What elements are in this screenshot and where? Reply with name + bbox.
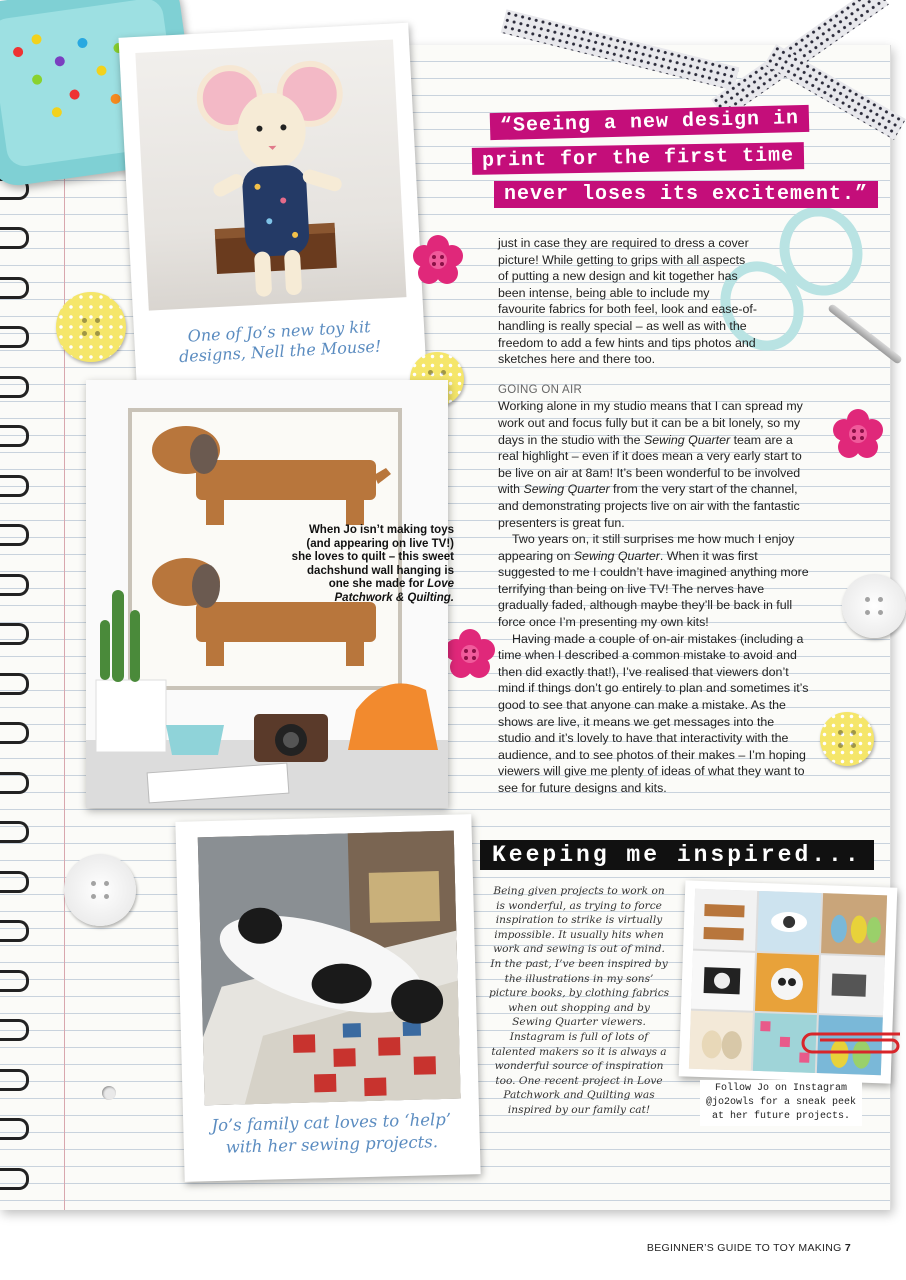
footer-title: BEGINNER’S GUIDE TO TOY MAKING [646, 1242, 842, 1254]
spiral-ring [0, 772, 29, 794]
dachshund-caption-line: dachshund wall hanging is [307, 564, 454, 577]
section-heading-going-on-air: GOING ON AIR [498, 383, 583, 396]
mouse-photo [135, 39, 406, 310]
dachshund-caption-line: When Jo isn’t making toys [308, 524, 454, 536]
white-button-decoration [842, 574, 906, 638]
spiral-ring [0, 920, 29, 942]
mouse-polaroid [119, 23, 428, 408]
article-paragraph-3: Having made a couple of on-air mistakes (including a time when I described a common mistake to avoid and then did exactly that!), I’ve realised that viewers don’t mind if things don’t go entirely to plan and sometimes it’s good to see that anyone can make a mistake. As the shows are live, it means we get messages into the studio and it’s lovely to have that interactivity with the audience, and to see photos of their makes – I’m hoping viewers will give me plenty of ideas of what they want to see for future designs and kits. [498, 631, 809, 795]
pink-flower-button-decoration [834, 410, 882, 458]
mouse-toy-illustration [135, 39, 406, 310]
spiral-ring [0, 1019, 29, 1041]
dachshund-caption-line: she loves to quilt – this sweet [291, 551, 454, 563]
spiral-ring [0, 1069, 29, 1091]
spiral-ring [0, 970, 29, 992]
pull-quote [480, 105, 880, 215]
cat-on-quilt-illustration [198, 831, 461, 1106]
instagram-caption [700, 1080, 862, 1126]
mouse-caption: One of Jo’s new toy kit designs, Nell the Mouse! [178, 317, 382, 367]
yellow-button-decoration [56, 292, 126, 362]
yellow-button-decoration [820, 712, 874, 766]
cat-polaroid [175, 814, 480, 1182]
article-intro: just in case they are required to dress a cover picture! While getting to grips with all aspects of putting a new design and kit together has been intense, being able to include my favourite fabrics for both feel, look and ease-of-handling is really special – as well as with the freedom to add a few hints and tips photos and sketches here and there too. [498, 236, 757, 367]
punch-hole [102, 1086, 116, 1100]
spiral-ring [0, 673, 29, 695]
keeping-inspired-text: Being given projects to work on is wonderful, as trying to force inspiration to strike is virtually impossible. It usually hits when work and sewing is out of mind. In the past, I’ve been inspired by the illustrations in my sons’ picture books, by clothing fabrics when out shopping and by Sewing Quarter viewers. Instagram is full of lots of talented makers so it is always a wonderful source of inspiration too. One recent project in Love Patchwork and Quilting was inspired by our family cat! [488, 885, 670, 1116]
article-paragraph-2: Two years on, it still surprises me how much I enjoy appearing on Sewing Quarter. When it was first suggested to me I couldn’t have imagined anything more terrifying than being on live TV! The nerves have gradually faded, although maybe they’ll be back in full force once I’m presenting my own kits! [498, 532, 809, 630]
pink-flower-button-decoration [414, 236, 462, 284]
instagram-caption-line: at her future projects. [712, 1111, 851, 1122]
spiral-ring [0, 524, 29, 546]
page-footer [647, 1242, 851, 1254]
paperclip-icon [800, 1026, 905, 1060]
article-body [498, 235, 810, 797]
cat-photo [198, 831, 461, 1106]
dachshund-caption-line: Patchwork & Quilting. [334, 591, 454, 604]
dachshund-quilt-photo [86, 380, 454, 808]
cat-caption: Jo’s family cat loves to ‘help’ with her sewing projects. [211, 1109, 452, 1157]
page-number: 7 [844, 1242, 851, 1254]
instagram-caption-line: Follow Jo on Instagram [715, 1083, 848, 1094]
spiral-ring [0, 425, 29, 447]
keeping-inspired-heading: Keeping me inspired... [480, 840, 874, 870]
spiral-ring [0, 574, 29, 596]
instagram-caption-line: @jo2owls for a sneak peek [706, 1097, 857, 1108]
spiral-ring [0, 1118, 29, 1140]
dachshund-caption [284, 524, 454, 605]
pull-quote-line-3: never loses its excitement.” [494, 181, 878, 208]
spiral-ring [0, 376, 29, 398]
spiral-ring [0, 1168, 29, 1190]
spiral-ring [0, 326, 29, 348]
spiral-ring [0, 277, 29, 299]
dachshund-caption-line: one she made for Love [328, 578, 454, 590]
spiral-ring [0, 722, 29, 744]
dachshund-caption-line: (and appearing on live TV!) [306, 537, 454, 550]
spiral-ring [0, 227, 29, 249]
pull-quote-line-2: print for the first time [472, 142, 804, 175]
article-paragraph-1: Working alone in my studio means that I can spread my work out and focus fully but it can be a bit lonely, so my days in the studio with the Sewing Quarter team are a real highlight – even if it does mean a very early start to be live on air at 8am! It’s been wonderful to be involved with Sewing Quarter from the very start of the channel, and demonstrating projects live on air with the fantastic presenters is great fun. [498, 399, 803, 530]
spiral-ring [0, 623, 29, 645]
spiral-ring [0, 871, 29, 893]
spiral-ring [0, 475, 29, 497]
pink-flower-button-decoration [446, 630, 494, 678]
spiral-ring [0, 821, 29, 843]
white-button-decoration [64, 854, 136, 926]
pull-quote-line-1: “Seeing a new design in [490, 105, 810, 140]
notebook-margin-line [64, 45, 65, 1210]
